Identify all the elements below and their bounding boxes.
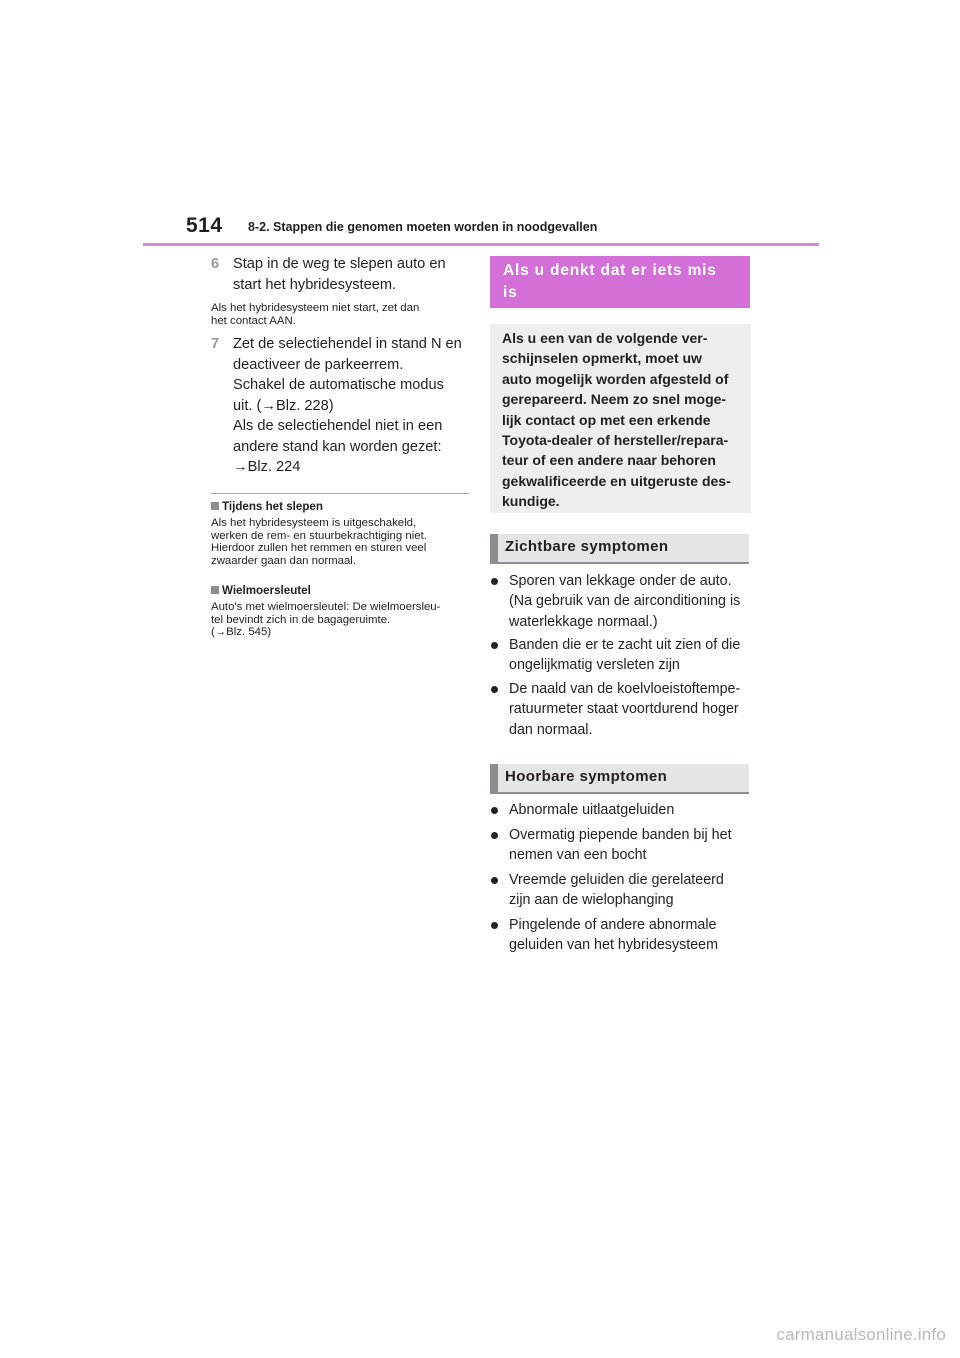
list-item: [491, 679, 753, 740]
intro-box: Als u een van de volgende ver- schijnselen opmerkt, moet uw auto mogelijk worden afgesteld of gerepareerd. Neem zo snel moge- lijk contact op met een erkende Toyota-dealer of hersteller/repara- teur of een andere naar behoren gekwalificeerde en uitgeruste des- kundige.: [490, 324, 751, 513]
visible-symptoms-label: Zichtbare symptomen: [505, 538, 669, 555]
bullet-dot-icon: [491, 922, 498, 929]
bullet-dot-icon: [491, 877, 498, 884]
bullet-dot-icon: [491, 642, 498, 649]
watermark: carmanualsonline.info: [776, 1325, 946, 1344]
bullet-dot-icon: [491, 807, 498, 814]
step-number: 6: [211, 256, 220, 272]
bullet-dot-icon: [491, 686, 498, 693]
list-item-text: Pingelende of andere abnormale geluiden van het hybridesysteem: [509, 917, 719, 954]
wrench-text: Auto's met wielmoersleutel: De wielmoersleu- tel bevindt zich in de bagageruimte. (→Blz. 545): [211, 601, 441, 639]
step-6-note: Als het hybridesysteem niet start, zet dan het contact AAN.: [211, 302, 420, 327]
subheading-wrench: [211, 584, 311, 598]
divider: [211, 493, 469, 494]
list-item: [491, 571, 753, 632]
list-item: [491, 800, 753, 820]
subheading-label: Wielmoersleutel: [222, 584, 311, 597]
step-7: [211, 334, 471, 478]
list-item-text: Sporen van lekkage onder de auto. (Na gebruik van de airconditioning is waterlekkage normaal.): [509, 573, 741, 630]
step-number: 7: [211, 336, 220, 352]
list-item-text: De naald van de koelvloeistoftempe- ratuurmeter staat voortdurend hoger dan normaal.: [509, 681, 741, 738]
list-item-text: Banden die er te zacht uit zien of die ongelijkmatig versleten zijn: [509, 637, 741, 674]
list-item-text: Abnormale uitlaatgeluiden: [509, 802, 675, 818]
audible-symptoms-label: Hoorbare symptomen: [505, 768, 668, 785]
page-number: 514: [186, 214, 223, 237]
section-title: 8-2. Stappen die genomen moeten worden in noodgevallen: [248, 220, 598, 234]
step-text: Stap in de weg te slepen auto en start het hybridesysteem.: [233, 256, 446, 293]
section-heading-box: Als u denkt dat er iets mis is: [490, 256, 750, 308]
towing-text: Als het hybridesysteem is uitgeschakeld, werken de rem- en stuurbekrachtiging niet. Hierdoor zullen het remmen en sturen veel zwaarder gaan dan normaal.: [211, 517, 427, 567]
list-item-text: Vreemde geluiden die gerelateerd zijn aan de wielophanging: [509, 872, 724, 909]
list-item: [491, 825, 753, 866]
header-rule: [143, 243, 819, 246]
step-text: Zet de selectiehendel in stand N en deactiveer de parkeerrem. Schakel de automatische modus uit. (→Blz. 228) Als de selectiehendel niet in een andere stand kan worden gezet: →Blz. 224: [233, 336, 462, 475]
bullet-dot-icon: [491, 832, 498, 839]
bullet-dot-icon: [491, 578, 498, 585]
list-item: [491, 635, 753, 676]
subheading-towing: [211, 500, 323, 514]
list-item-text: Overmatig piepende banden bij het nemen van een bocht: [509, 827, 732, 864]
square-bullet-icon: [211, 586, 219, 594]
square-bullet-icon: [211, 502, 219, 510]
subheading-label: Tijdens het slepen: [222, 500, 323, 513]
visible-symptoms-heading: [490, 534, 749, 564]
list-item: [491, 915, 753, 956]
audible-symptoms-heading: [490, 764, 749, 794]
step-6: [211, 254, 471, 295]
list-item: [491, 870, 753, 911]
